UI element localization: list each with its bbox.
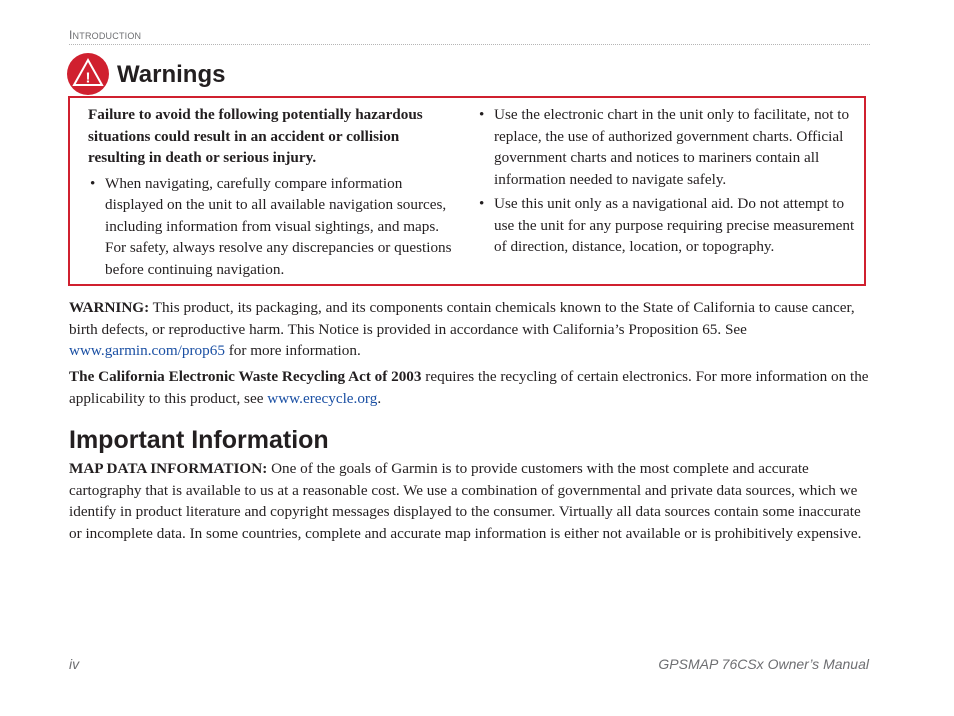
bullet-dot: • <box>90 174 96 192</box>
prop65-label: WARNING: <box>69 299 150 316</box>
ewaste-after: . <box>377 389 382 407</box>
page-number: iv <box>69 656 80 672</box>
map-data-paragraph <box>69 458 869 544</box>
map-data-label: MAP DATA INFORMATION: <box>69 460 268 477</box>
warnings-lead: Failure to avoid the following potentially hazardous situations could result in an accident or collision resulting in death or serious injury. <box>88 106 423 166</box>
ewaste-text: requires the recycling of certain electronics. For more information on the applicability to this product, see <box>69 368 869 407</box>
ewaste-label: The California Electronic Waste Recycling Act of 2003 <box>69 368 422 385</box>
warning-bullet-text: Use this unit only as a navigational aid. Do not attempt to use the unit for any purpose requiring precise measurement of direction, distance, location, or topography. <box>494 195 855 255</box>
ewaste-link[interactable]: www.erecycle.org <box>267 389 378 407</box>
warning-bullet-text: When navigating, carefully compare information displayed on the unit to all available navigation sources, including information from visual sightings, and maps. For safety, always resolve any discrepancies or questions before continuing navigation. <box>105 174 452 278</box>
prop65-link[interactable]: www.garmin.com/prop65 <box>69 342 225 359</box>
prop65-paragraph <box>69 297 869 362</box>
section-header-rest: NTRODUCTION <box>72 31 142 41</box>
section-header-initial: I <box>69 28 73 42</box>
warning-bullet <box>88 173 460 281</box>
bullet-dot: • <box>479 195 485 212</box>
warning-bullet-text: Use the electronic chart in the unit only to facilitate, not to replace, the use of authorized government charts. Official government charts and notices to mariners contain all information needed to navigate safely. <box>494 106 850 188</box>
warnings-right-column <box>477 104 859 261</box>
manual-title: GPSMAP 76CSx Owner’s Manual <box>658 656 869 672</box>
warnings-title: Warnings <box>117 61 226 88</box>
warning-glyph: ! <box>85 69 91 87</box>
important-information-title: Important Information <box>69 426 329 454</box>
warnings-box <box>68 96 866 286</box>
warnings-left-column <box>88 104 460 283</box>
header-divider <box>69 44 870 45</box>
prop65-after: for more information. <box>224 342 361 359</box>
warning-triangle-icon <box>67 53 109 95</box>
bullet-dot: • <box>479 106 485 123</box>
warning-bullet <box>477 104 859 190</box>
exclamation-warning-icon <box>67 53 109 95</box>
section-header <box>69 28 869 42</box>
ewaste-paragraph <box>69 366 869 409</box>
warning-bullet <box>477 193 859 258</box>
prop65-text: This product, its packaging, and its components contain chemicals known to the State of California to cause cancer, birth defects, or reproductive harm. This Notice is provided in accordance with California’s Proposition 65. See <box>69 299 855 338</box>
map-data-text: One of the goals of Garmin is to provide customers with the most complete and accurate cartography that is available to us at a reasonable cost. We use a combination of governmental and private data sources, which we identify in product literature and copyright messages displayed to the consumer. Virtually all data sources contain some inaccurate or incomplete data. In some countries, complete and accurate map information is either not available or is prohibitively expensive. <box>69 460 862 542</box>
